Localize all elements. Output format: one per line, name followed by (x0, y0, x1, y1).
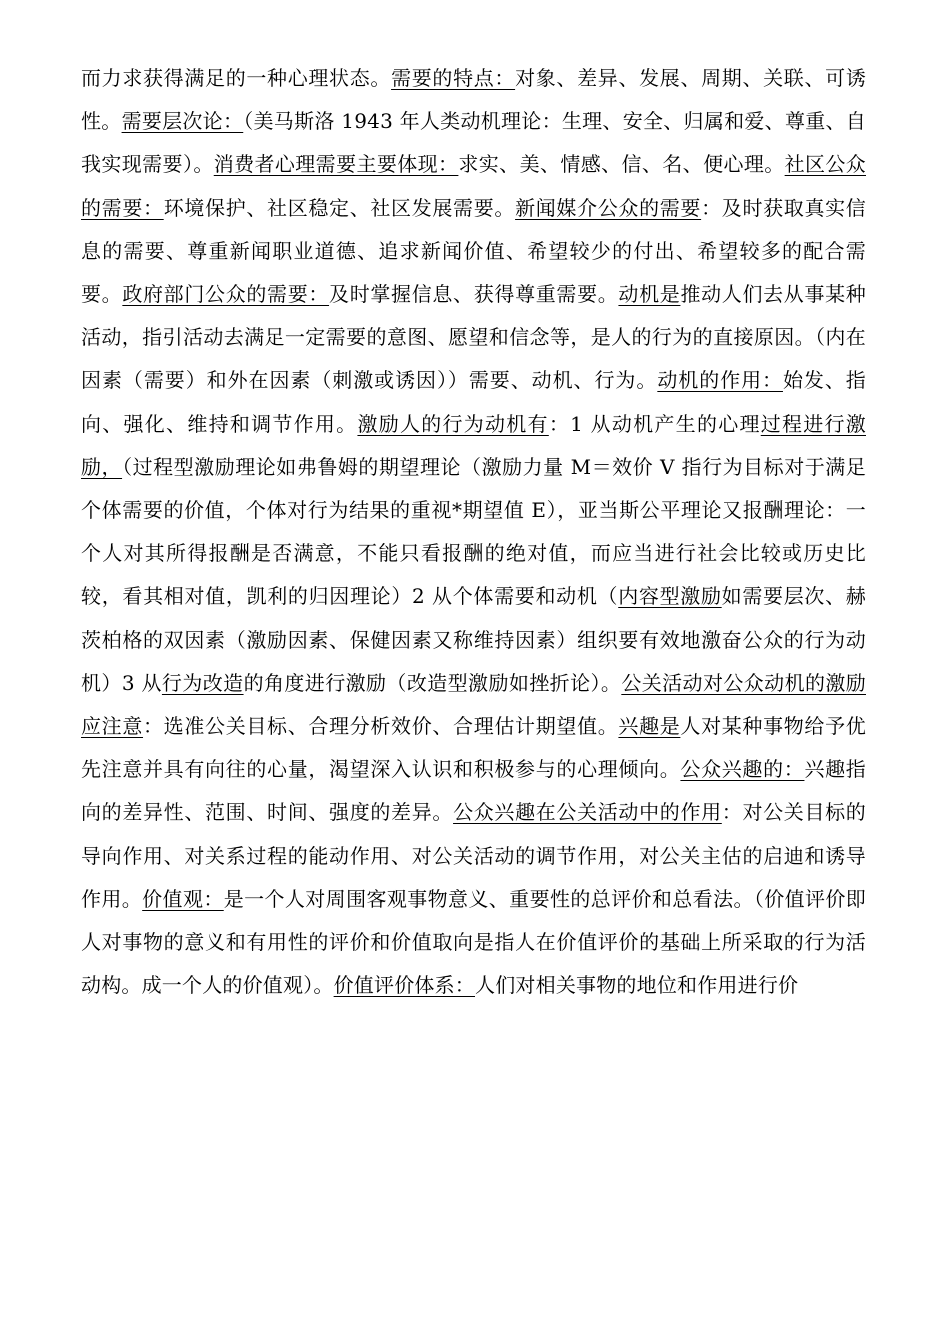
body-text: 人对某种事物给予优先注意并具有向往的心量，渴望深入认识和积极参与的心理倾向。 (81, 714, 866, 782)
underlined-term: 动机的作用： (657, 368, 783, 393)
underlined-term: 政府部门公众的需要： (122, 282, 330, 307)
body-paragraph (81, 57, 866, 1007)
underlined-term: 需要层次论： (121, 109, 244, 134)
underlined-term: 兴趣是 (618, 714, 681, 739)
underlined-term: 公众兴趣在公关活动中的作用 (453, 800, 722, 825)
body-text: 及时掌握信息、获得尊重需要。 (329, 282, 619, 307)
body-text: ：1 从动机产生的心理 (548, 411, 761, 436)
body-text: 是一个人对周围客观事物意义、重要性的总评价和总看法。（价值评价即人对事物的意义和有用性的评价和价值取向是指人在价值评价的基础上所采取的行为活动构。成一个人的价值观）。 (81, 886, 866, 998)
body-text: 环境保护、社区稳定、社区发展需要。 (163, 195, 516, 220)
underlined-term: 价值观： (142, 886, 224, 911)
underlined-term: 行为改造 (161, 670, 244, 695)
body-text: 推动人们去从事某种活动，指引活动去满足一定需要的意图、愿望和信念等，是人的行为的直接原因。（内在因素（需要）和外在因素（刺激或诱因））需要、动机、行为。 (81, 282, 866, 393)
underlined-term: 激励人的行为动机有 (357, 411, 549, 436)
body-text: 人们对相关事物的地位和作用进行价 (475, 973, 799, 998)
body-text: 的角度进行激励（改造型激励如挫折论）。 (243, 670, 622, 695)
body-text: ：对公关目标的导向作用、对关系过程的能动作用、对公关活动的调节作用，对公关主估的启迪和诱导作用。 (81, 800, 866, 911)
body-text: 而力求获得满足的一种心理状态。 (81, 66, 392, 90)
body-text: 如需要层次、赫茨柏格的双因素（激励因素、保健因素又称维持因素）组织要有效地激奋公众的行为动机）3 从 (81, 584, 866, 695)
body-text: 求实、美、情感、信、名、便心理。 (458, 152, 785, 177)
underlined-term: 内容型激励 (618, 584, 722, 609)
underlined-term: 过程进行激励， (81, 411, 866, 479)
body-text: 对象、差异、发展、周期、关联、可诱性。 (81, 66, 866, 134)
underlined-term: 社区公众的需要： (81, 152, 866, 220)
body-text: 始发、指向、强化、维持和调节作用。 (81, 368, 866, 436)
body-text: ：选准公关目标、合理分析效价、合理估计期望值。 (143, 714, 619, 739)
body-text: （过程型激励理论如弗鲁姆的期望理论（激励力量 M＝效价 V 指行为目标对于满足个体需要的价值，个体对行为结果的重视*期望值 E），亚当斯公平理论又报酬理论：一个人对其所得报酬是否满意，不能只看报酬的绝对值，而应当进行社会比较或历史比较，看其相对值，凯利的归因理论）2 从个体需要和动机（ (81, 454, 866, 609)
document-page (81, 57, 866, 1307)
body-text: （美马斯洛 1943 年人类动机理论：生理、安全、归属和爱、尊重、自我实现需要）。 (81, 109, 866, 177)
underlined-term: 新闻媒介公众的需要 (515, 195, 702, 220)
underlined-term: 动机是 (618, 282, 681, 307)
underlined-term: 公众兴趣的： (680, 757, 805, 782)
underlined-term: 消费者心理需要主要体现： (213, 152, 459, 177)
body-text: ：及时获取真实信息的需要、尊重新闻职业道德、追求新闻价值、希望较少的付出、希望较多的配合需要。 (81, 195, 866, 307)
underlined-term: 公关活动对公众动机的激励应注意 (81, 670, 866, 739)
body-text: 兴趣指向的差异性、范围、时间、强度的差异。 (81, 757, 866, 825)
underlined-term: 价值评价体系： (333, 973, 476, 998)
underlined-term: 需要的特点： (391, 66, 516, 90)
